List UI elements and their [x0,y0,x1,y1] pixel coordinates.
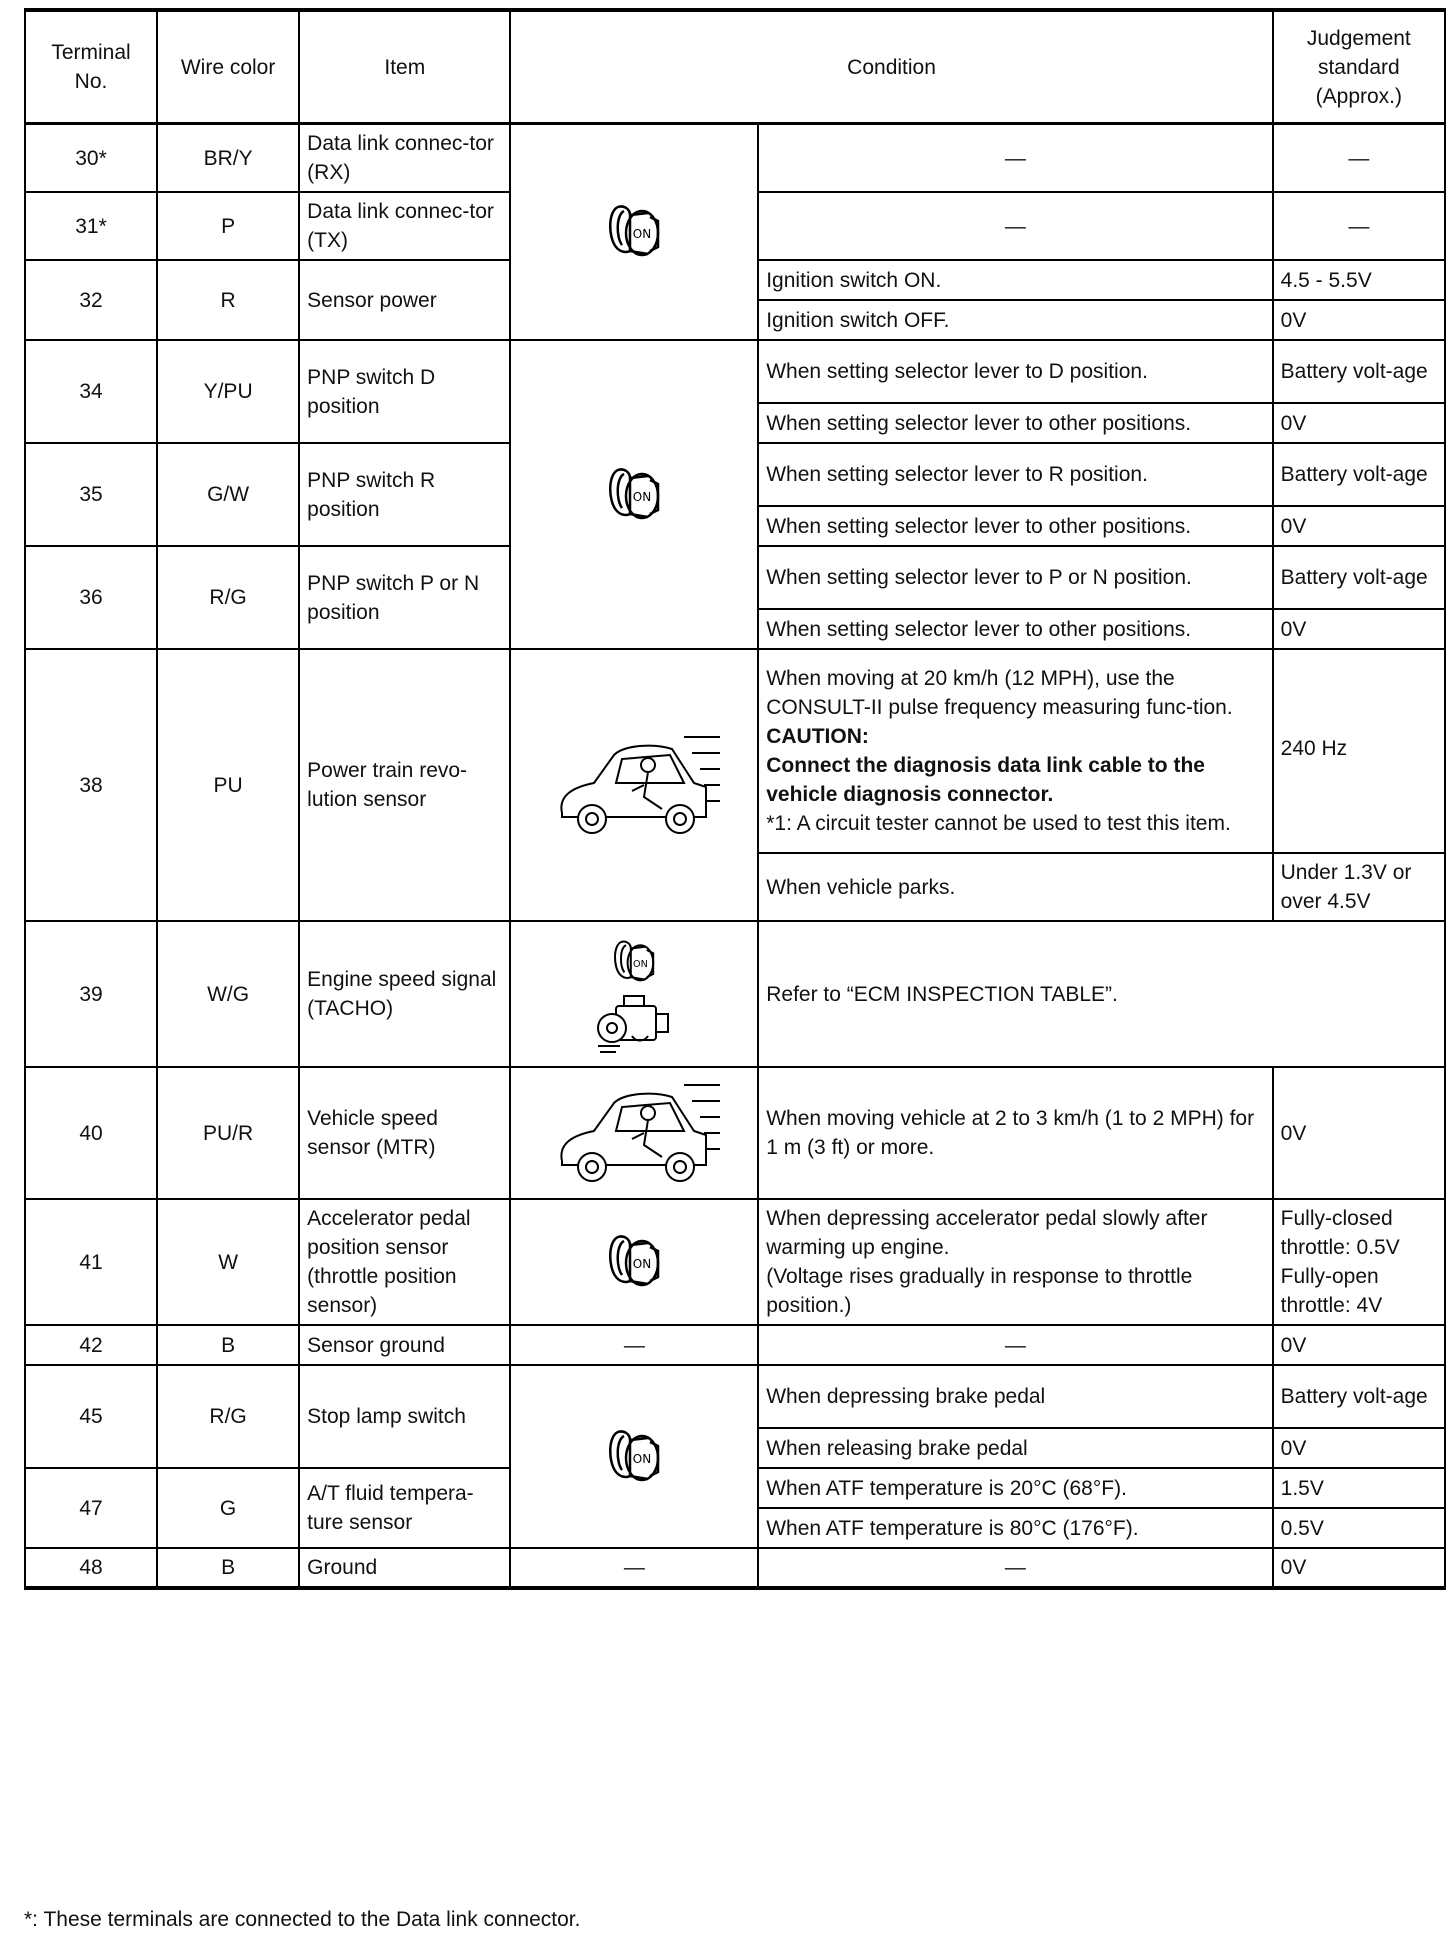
condition: When vehicle parks. [758,853,1272,921]
condition: When moving vehicle at 2 to 3 km/h (1 to 2 MPH) for 1 m (3 ft) or more. [758,1067,1272,1199]
table-row [25,1325,1445,1365]
terminal-no: 35 [25,443,157,546]
condition-icon-cell [510,1365,758,1548]
terminal-no: 31* [25,192,157,260]
condition: Ignition switch OFF. [758,300,1272,340]
item: A/T fluid tempera-ture sensor [299,1468,510,1548]
wire-color: G/W [157,443,299,546]
condition: When depressing accelerator pedal slowly after warming up engine. (Voltage rises gradually in response to throttle position.) [758,1199,1272,1325]
ignition-key-on-icon [610,934,658,990]
judgement-value: 0V [1273,1548,1445,1588]
judgement-value: 0V [1273,1325,1445,1365]
item: PNP switch D position [299,340,510,443]
item: Sensor power [299,260,510,340]
table-row [25,124,1445,193]
judgement-value: 0V [1273,1428,1445,1468]
condition: — [758,192,1272,260]
condition-icon-cell [510,1067,758,1199]
terminal-spec-table [24,8,1446,1590]
svg-text:ON: ON [633,1257,652,1271]
wire-color: R/G [157,1365,299,1468]
judgement-value: 4.5 - 5.5V [1273,260,1445,300]
header-row [25,10,1445,124]
terminal-no: 39 [25,921,157,1067]
svg-text:ON: ON [633,1451,652,1466]
condition-icon-cell [510,921,758,1067]
judgement-value: Battery volt-age [1273,340,1445,403]
wire-color: PU/R [157,1067,299,1199]
wire-color: R [157,260,299,340]
item: Data link connec-tor (RX) [299,124,510,193]
condition: When setting selector lever to other positions. [758,506,1272,546]
judgement-value: 0V [1273,506,1445,546]
terminal-no: 41 [25,1199,157,1325]
judgement-value: Battery volt-age [1273,443,1445,506]
terminal-no: 38 [25,649,157,921]
item: Sensor ground [299,1325,510,1365]
wire-color: B [157,1548,299,1588]
moving-car-icon [544,1073,724,1193]
condition: — [758,1325,1272,1365]
condition-icon-cell [510,340,758,649]
item: Data link connec-tor (TX) [299,192,510,260]
item: Vehicle speed sensor (MTR) [299,1067,510,1199]
wire-color: PU [157,649,299,921]
header-wire-color: Wire color [157,10,299,124]
table-row [25,1067,1445,1199]
judgement-value: Battery volt-age [1273,1365,1445,1428]
condition: When setting selector lever to D position. [758,340,1272,403]
judgement-value: 0V [1273,403,1445,443]
engine-running-icon [594,990,674,1054]
wire-color: BR/Y [157,124,299,193]
condition: When setting selector lever to other positions. [758,403,1272,443]
table-row [25,1548,1445,1588]
judgement-value: — [1273,124,1445,193]
condition-icon-cell: — [510,1548,758,1588]
ignition-key-on-icon [604,1422,664,1492]
terminal-no: 34 [25,340,157,443]
ignition-key-on-icon [604,460,664,530]
header-condition: Condition [510,10,1272,124]
condition: When moving at 20 km/h (12 MPH), use the CONSULT-II pulse frequency measuring func-tion. CAUTION: Connect the diagnosis data link cable to the vehicle diagnosis connector. *1: A circuit tester cannot be used to test this item. [758,649,1272,853]
header-terminal: Terminal No. [25,10,157,124]
judgement-value: — [1273,192,1445,260]
table-row [25,1365,1445,1428]
condition: When ATF temperature is 80°C (176°F). [758,1508,1272,1548]
wire-color: W [157,1199,299,1325]
judgement-value: Battery volt-age [1273,546,1445,609]
table-row [25,1199,1445,1325]
wire-color: R/G [157,546,299,649]
terminal-no: 42 [25,1325,157,1365]
footnote: *: These terminals are connected to the Data link connector. [24,1908,581,1931]
svg-text:ON: ON [633,958,649,970]
terminal-no: 47 [25,1468,157,1548]
ignition-key-on-icon [604,197,664,267]
wire-color: B [157,1325,299,1365]
judgement-value: 0V [1273,1067,1445,1199]
item: Engine speed signal (TACHO) [299,921,510,1067]
item: Ground [299,1548,510,1588]
condition: When releasing brake pedal [758,1428,1272,1468]
terminal-table-sheet [24,8,1446,1590]
condition: When depressing brake pedal [758,1365,1272,1428]
table-row [25,921,1445,1067]
table-row [25,649,1445,853]
terminal-no: 32 [25,260,157,340]
terminal-no: 45 [25,1365,157,1468]
judgement-value: Fully-closed throttle: 0.5V Fully-open throttle: 4V [1273,1199,1445,1325]
condition: — [758,124,1272,193]
judgement-value: 1.5V [1273,1468,1445,1508]
judgement-value: 240 Hz [1273,649,1445,853]
moving-car-icon [544,725,724,845]
judgement-value: Under 1.3V or over 4.5V [1273,853,1445,921]
condition: When setting selector lever to P or N position. [758,546,1272,609]
condition: When ATF temperature is 20°C (68°F). [758,1468,1272,1508]
judgement-value: 0.5V [1273,1508,1445,1548]
wire-color: Y/PU [157,340,299,443]
condition: When setting selector lever to R position. [758,443,1272,506]
item: Power train revo-lution sensor [299,649,510,921]
judgement-value: 0V [1273,609,1445,649]
wire-color: W/G [157,921,299,1067]
header-judgement: Judgement standard (Approx.) [1273,10,1445,124]
terminal-no: 30* [25,124,157,193]
ignition-key-on-icon [604,1227,664,1297]
condition-icon-cell [510,1199,758,1325]
condition: — [758,1548,1272,1588]
condition: Refer to “ECM INSPECTION TABLE”. [758,921,1445,1067]
condition-icon-cell: — [510,1325,758,1365]
svg-text:ON: ON [633,489,652,504]
terminal-no: 36 [25,546,157,649]
terminal-no: 48 [25,1548,157,1588]
condition: When setting selector lever to other positions. [758,609,1272,649]
header-item: Item [299,10,510,124]
item: Accelerator pedal position sensor (throttle position sensor) [299,1199,510,1325]
condition-icon-cell [510,124,758,341]
item: PNP switch P or N position [299,546,510,649]
judgement-value: 0V [1273,300,1445,340]
wire-color: P [157,192,299,260]
svg-text:ON: ON [633,227,652,241]
condition: Ignition switch ON. [758,260,1272,300]
wire-color: G [157,1468,299,1548]
condition-icon-cell [510,649,758,921]
item: PNP switch R position [299,443,510,546]
item: Stop lamp switch [299,1365,510,1468]
table-row [25,340,1445,403]
terminal-no: 40 [25,1067,157,1199]
